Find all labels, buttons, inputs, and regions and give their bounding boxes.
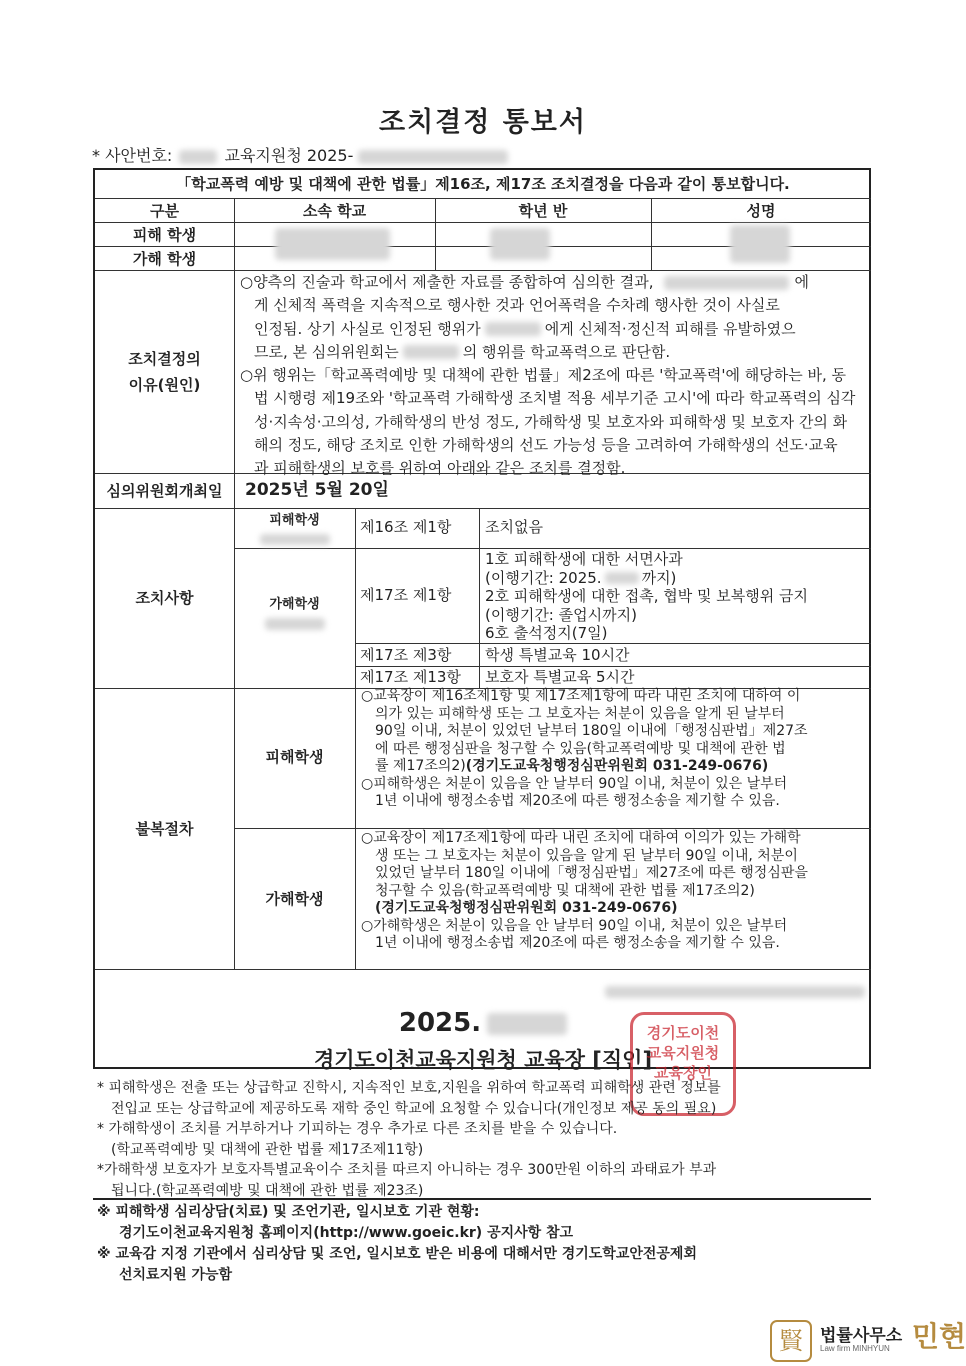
redacted-school bbox=[275, 228, 390, 260]
appeal-line: (경기도교육청행정심판위원회 031-249-0676) bbox=[375, 900, 678, 916]
bottom-note-line: ※ 교육감 지정 기관에서 심리상담 및 조언, 일시보호 받은 비용에 대해서만 경기도학교안전공제회 bbox=[97, 1246, 697, 1262]
reason-line: 성·지속성·고의성, 가해학생의 반성 정도, 가해학생 및 보호자와 피해학생 및 보호자 간의 화 bbox=[254, 412, 848, 431]
measures-offender-label: 가해학생 bbox=[269, 597, 320, 612]
reason-text bbox=[240, 271, 866, 481]
appeal-line: ○가해학생은 처분이 있음을 안 날부터 90일 이내, 처분이 있은 날부터 bbox=[361, 917, 788, 934]
redacted bbox=[485, 322, 541, 336]
redacted-name bbox=[730, 225, 790, 263]
reason-label-line-2: 이유(원인) bbox=[128, 376, 201, 394]
measure-content bbox=[485, 550, 808, 643]
measure-line: 6호 출석정지(7일) bbox=[485, 624, 608, 642]
measure-line: (이행기간: 졸업시까지) bbox=[485, 605, 637, 624]
redacted-class bbox=[490, 228, 550, 260]
measures-label: 조치사항 bbox=[135, 589, 194, 607]
case-number bbox=[92, 143, 508, 166]
appeal-line: 있었던 날부터 180일 이내에「행정심판법」제27조에 따른 행정심판을 bbox=[375, 865, 808, 881]
redacted bbox=[265, 618, 325, 630]
appeal-line: 의가 있는 피해학생 또는 그 보호자는 처분이 있음을 알게 된 날부터 bbox=[375, 705, 785, 722]
appeal-line: 률 제17조의2)(경기도교육청행정심판위원회 031-249-0676) bbox=[375, 758, 769, 774]
appeal-offender-text bbox=[361, 830, 869, 953]
header-name: 성명 bbox=[746, 202, 776, 220]
meeting-label: 심의위원회개최일 bbox=[106, 482, 223, 500]
measure-line: (이행기간: 2025. 까지) bbox=[485, 568, 677, 587]
case-number-text: 교육지원청 2025- bbox=[224, 146, 354, 165]
appeal-line: ○교육장이 제17조제1항에 따라 내린 조치에 대하여 이의가 있는 가해학 bbox=[361, 830, 801, 846]
appeal-line: ○교육장이 제16조제1항 및 제17조제1항에 따라 내린 조치에 대하여 이 bbox=[361, 688, 801, 704]
bottom-note-line: ※ 피해학생 심리상담(치료) 및 조언기관, 일시보호 기관 현황: bbox=[97, 1204, 480, 1220]
reason-line: 므로, 본 심의위원회는 의 행위를 학교폭력으로 판단함. bbox=[254, 342, 671, 361]
law-firm-logo: 賢 bbox=[770, 1320, 812, 1362]
measure-article: 제17조 제3항 bbox=[360, 646, 452, 664]
note-line: 전입교 또는 상급학교에 제공하도록 재학 중인 학교에 요청할 수 있습니다(개인정보 제공 동의 필요) bbox=[111, 1100, 717, 1117]
measure-article: 제17조 제1항 bbox=[360, 586, 452, 604]
note-line: *가해학생 보호자가 보호자특별교육이수 조치를 따르지 아니하는 경우 300만원 이하의 과태료가 부과 bbox=[97, 1162, 717, 1178]
redacted bbox=[403, 345, 459, 359]
note-line: 됩니다.(학교폭력예방 및 대책에 관한 법률 제23조) bbox=[111, 1182, 424, 1199]
law-firm-sub: Law firm MINHYUN bbox=[820, 1344, 890, 1353]
reason-line: ○위 행위는「학교폭력예방 및 대책에 관한 법률」제2조에 따른 '학교폭력'에 해당하는 바, 동 bbox=[240, 366, 846, 385]
seal-text: 경기도이천 교육지원청 교육장인 bbox=[646, 1024, 720, 1082]
appeal-line: 에 따른 행정심판을 청구할 수 있음(학교폭력예방 및 대책에 관한 법 bbox=[375, 740, 786, 757]
header-category: 구분 bbox=[150, 202, 179, 220]
reason-line: 법 시행령 제19조와 '학교폭력 가해학생 조치별 적용 세부기준 고시'에 따라 학교폭력의 심각 bbox=[254, 389, 856, 408]
redacted bbox=[664, 276, 789, 290]
redacted bbox=[358, 150, 508, 164]
appeal-line: 1년 이내에 행정소송법 제20조에 따른 행정소송을 제기할 수 있음. bbox=[375, 793, 780, 809]
reason-line: 과 피해학생의 보호를 위하여 아래와 같은 조치를 결정함. bbox=[254, 459, 626, 478]
redacted bbox=[260, 534, 330, 545]
intro-text: 「학교폭력 예방 및 대책에 관한 법률」제16조, 제17조 조치결정을 다음과 같이 통보합니다. bbox=[176, 175, 790, 193]
row-victim-label: 피해 학생 bbox=[132, 226, 197, 244]
measure-content: 보호자 특별교육 5시간 bbox=[485, 668, 635, 686]
decision-date: 2025. bbox=[95, 1008, 871, 1038]
decision-table bbox=[93, 168, 871, 1072]
issuer: 경기도이천교육지원청 교육장 [직인] bbox=[313, 1048, 653, 1072]
appeal-victim-text bbox=[361, 688, 869, 811]
measure-article: 제16조 제1항 bbox=[360, 518, 452, 536]
bottom-note-line: 선치료지원 가능함 bbox=[119, 1267, 233, 1283]
measure-content: 조치없음 bbox=[485, 518, 543, 536]
appeal-line: ○피해학생은 처분이 있음을 안 날부터 90일 이내, 처분이 있은 날부터 bbox=[361, 775, 788, 792]
redacted bbox=[179, 150, 217, 164]
note-line: (학교폭력예방 및 대책에 관한 법률 제17조제11항) bbox=[111, 1141, 424, 1158]
reason-line: 인정됨. 상기 사실로 인정된 행위가 에게 신체적·정신적 피해를 유발하였으 bbox=[254, 319, 796, 338]
bottom-notes bbox=[97, 1202, 877, 1286]
appeal-line: 생 또는 그 보호자는 처분이 있음을 알게 된 날부터 90일 이내, 처분이 bbox=[375, 847, 798, 864]
reason-label bbox=[95, 346, 234, 398]
appeal-line: 90일 이내, 처분이 있었던 날부터 180일 이내에「행정심판법」제27조 bbox=[375, 723, 808, 739]
reason-label-line-1: 조치결정의 bbox=[128, 350, 201, 368]
note-line: * 피해학생은 전출 또는 상급학교 진학시, 지속적인 보호,지원을 위하여 학교폭력 피해학생 관련 정보를 bbox=[97, 1080, 721, 1096]
law-firm-brand: 민현 bbox=[912, 1320, 966, 1353]
reason-line: 게 신체적 폭력을 지속적으로 행사한 것과 언어폭력을 수차례 행사한 것이 사실로 bbox=[254, 296, 780, 315]
reason-line: 해의 정도, 해당 조치로 인한 가해학생의 선도 가능성 등을 고려하여 가해학생의 선도·교육 bbox=[254, 436, 838, 455]
note-line: * 가해학생이 조치를 거부하거나 기피하는 경우 추가로 다른 조치를 받을 수 있습니다. bbox=[97, 1121, 618, 1137]
redacted bbox=[605, 572, 639, 584]
redacted bbox=[605, 986, 865, 998]
measure-content: 학생 특별교육 10시간 bbox=[485, 646, 630, 664]
redacted bbox=[487, 1013, 567, 1035]
meeting-date: 2025년 5월 20일 bbox=[245, 480, 389, 500]
header-grade-class: 학년 반 bbox=[518, 202, 568, 220]
appeal-label: 불복절차 bbox=[135, 820, 194, 838]
measure-line: 1호 피해학생에 대한 서면사과 bbox=[485, 550, 683, 568]
appeal-offender-label: 가해학생 bbox=[265, 890, 324, 908]
page-title: 조치결정 통보서 bbox=[379, 107, 587, 138]
case-number-label: * 사안번호: bbox=[92, 146, 173, 165]
appeal-victim-label: 피해학생 bbox=[265, 748, 324, 766]
appeal-line: 1년 이내에 행정소송법 제20조에 따른 행정소송을 제기할 수 있음. bbox=[375, 935, 780, 951]
row-offender-label: 가해 학생 bbox=[132, 250, 197, 268]
notes-divider bbox=[93, 1198, 871, 1200]
reason-line: ○양측의 진술과 학교에서 제출한 자료를 종합하여 심의한 결과, 에 bbox=[240, 273, 809, 291]
appeal-line: 청구할 수 있음(학교폭력예방 및 대책에 관한 법률 제17조의2) bbox=[375, 882, 755, 899]
measure-article: 제17조 제13항 bbox=[360, 668, 461, 686]
bottom-note-line: 경기도이천교육지원청 홈페이지(http://www.goeic.kr) 공지사항 참고 bbox=[119, 1225, 574, 1241]
measure-line: 2호 피해학생에 대한 접촉, 협박 및 보복행위 금지 bbox=[485, 587, 808, 605]
notes bbox=[97, 1078, 877, 1201]
header-school: 소속 학교 bbox=[302, 202, 367, 220]
measures-victim-label: 피해학생 bbox=[269, 513, 320, 528]
law-firm-name: 법률사무소 bbox=[820, 1326, 903, 1346]
